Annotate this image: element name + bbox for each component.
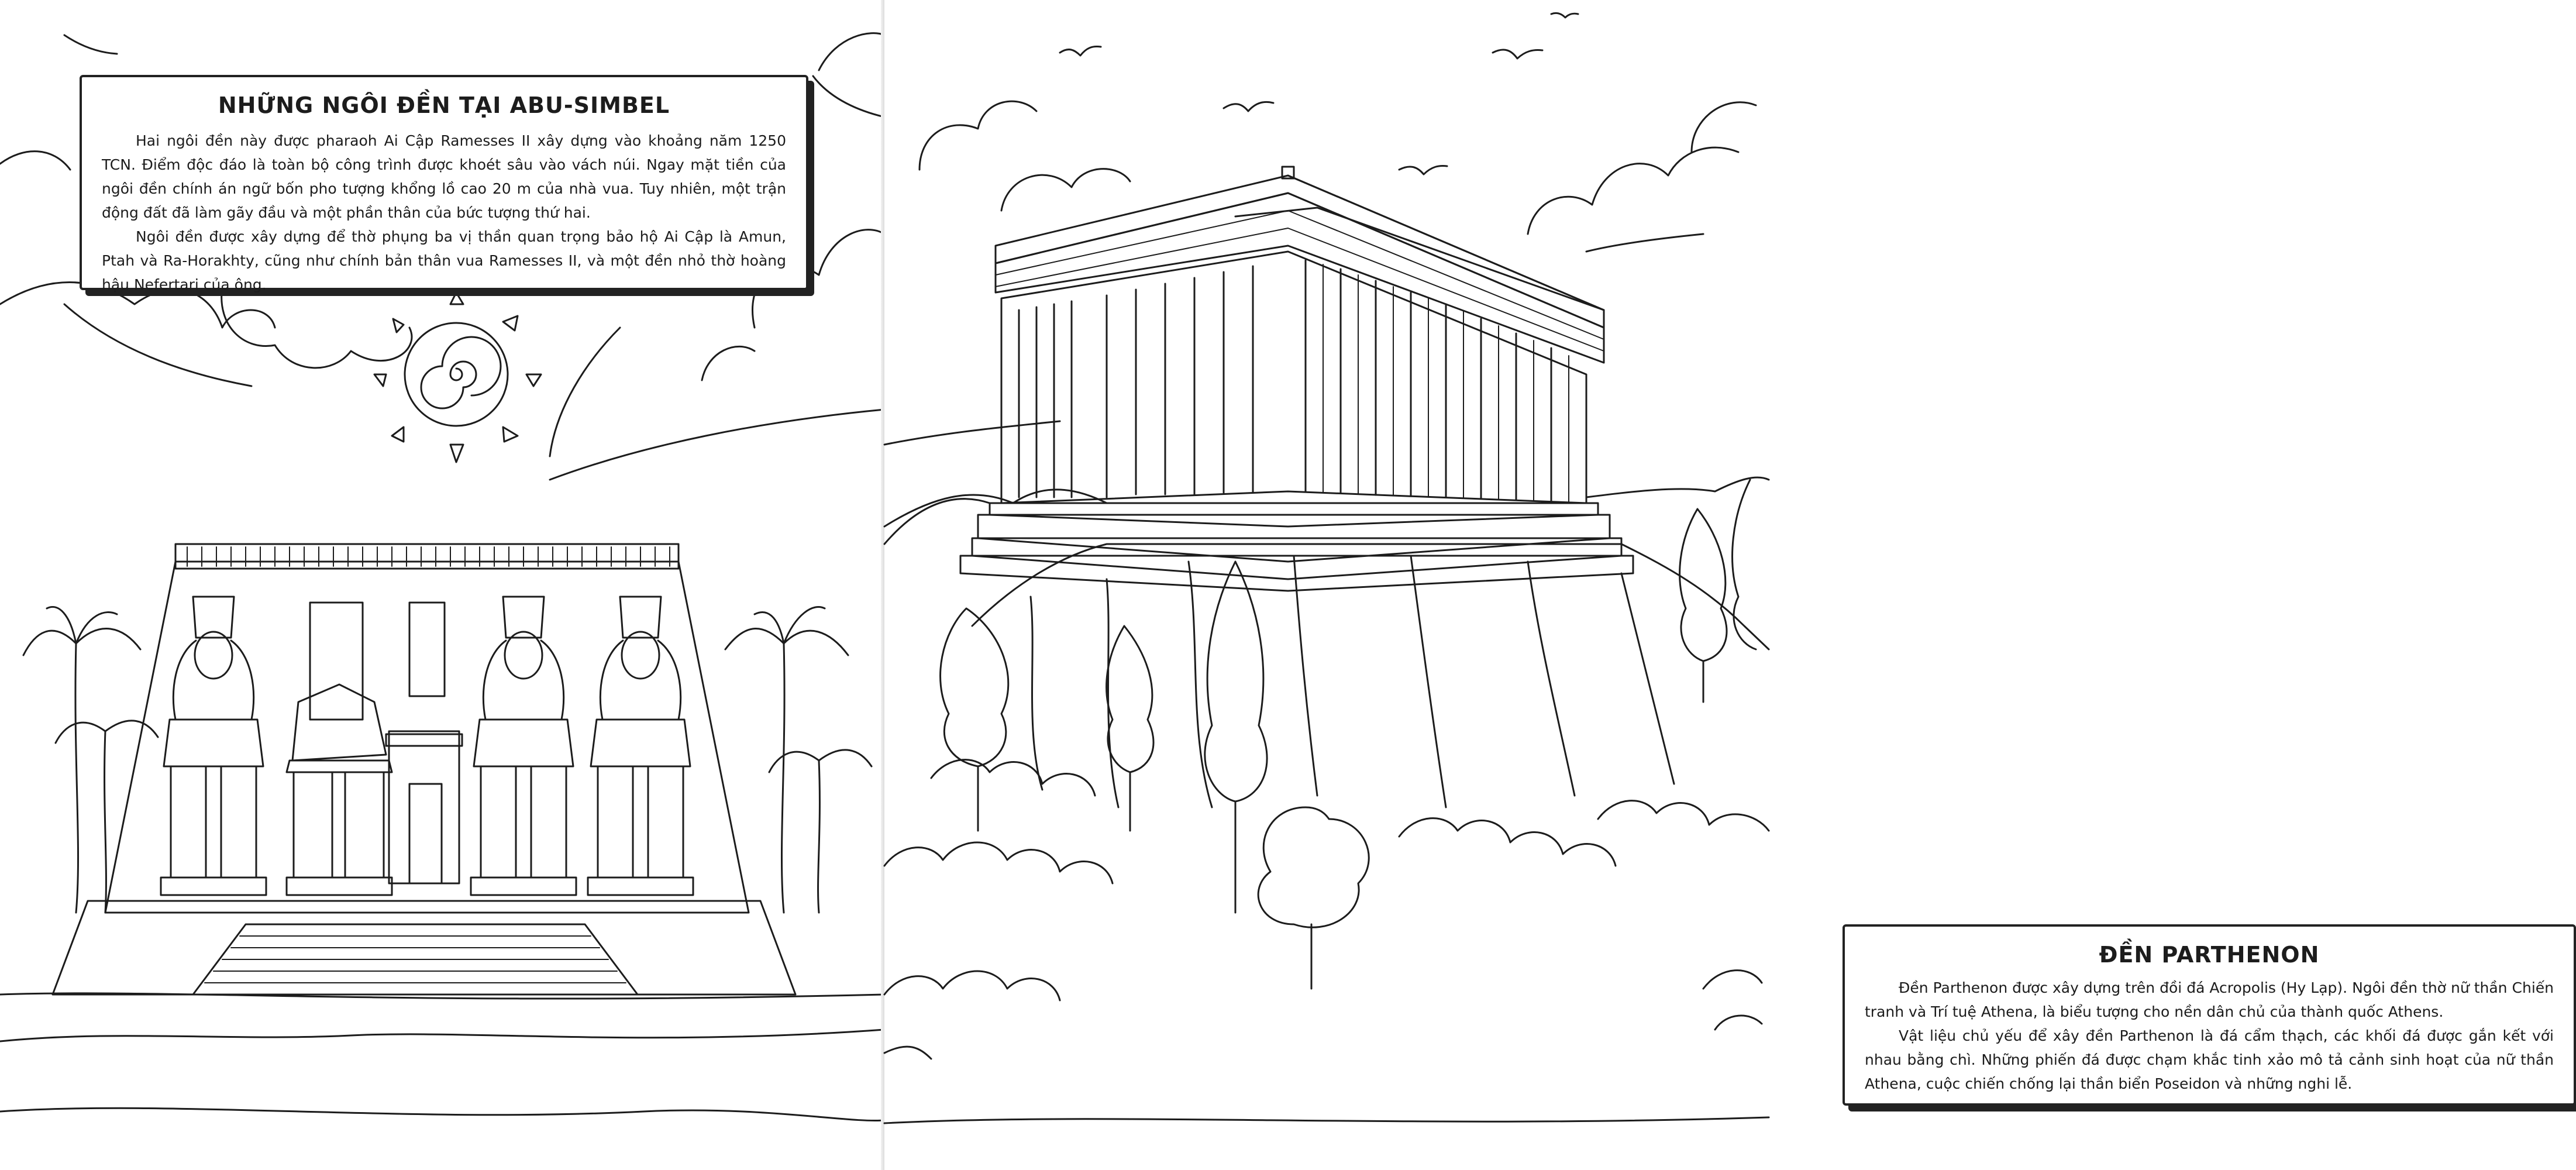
temple-facade bbox=[105, 544, 749, 913]
abu-simbel-paragraph-1: Hai ngôi đền này được pharaoh Ai Cập Ramesses II xây dựng vào khoảng năm 1250 TCN. Điểm độc đáo là toàn bộ công trình được khoét sâu vào vách núi. Ngay mặt tiền của ngôi đền chính án ngữ bốn pho tượng khổng lồ cao 20 m của nhà vua. Tuy nhiên, một trận động đất đã làm gãy đầu và một phần thân của bức tượng thứ hai. bbox=[102, 132, 786, 221]
statue-2-broken bbox=[287, 684, 392, 895]
parthenon-columns bbox=[1019, 260, 1569, 502]
statue-3 bbox=[471, 597, 576, 895]
birds-icon bbox=[1060, 13, 1578, 174]
abu-simbel-title: NHỮNG NGÔI ĐỀN TẠI ABU-SIMBEL bbox=[218, 92, 670, 118]
parthenon-temple bbox=[960, 167, 1633, 591]
statue-4 bbox=[588, 597, 693, 895]
abu-simbel-paragraph-2: Ngôi đền được xây dựng để thờ phụng ba vị thần quan trọng bảo hộ Ai Cập là Amun, Ptah và Ra-Horakhty, cũng như chính bản thân vua Ramesses II, và một đền nhỏ thờ hoàng hậu Nefertari của ông. bbox=[102, 228, 786, 293]
parthenon-info-box bbox=[1843, 924, 2576, 1106]
abu-simbel-info-box bbox=[80, 75, 808, 293]
sun-icon bbox=[374, 292, 541, 462]
palm-trees-right bbox=[725, 607, 872, 913]
parthenon-paragraph-2: Vật liệu chủ yếu để xây đền Parthenon là đá cẩm thạch, các khối đá được gắn kết với nhau bằng chì. Những phiến đá được chạm khắc tinh xảo mô tả cảnh sinh hoạt của nữ thần Athena, cuộc chiến chống lại thần biển Poseidon và những nghi lễ. bbox=[1865, 1027, 2554, 1092]
cloud-lines bbox=[884, 101, 1756, 544]
parthenon-title: ĐỀN PARTHENON bbox=[2099, 942, 2320, 968]
ground-line bbox=[884, 1117, 1769, 1123]
bushes bbox=[884, 760, 1769, 1059]
temple-stairs bbox=[53, 901, 795, 994]
left-page bbox=[0, 0, 884, 1170]
statue-1 bbox=[161, 597, 266, 895]
parthenon-illustration bbox=[884, 0, 1769, 1170]
parthenon-paragraph-1: Đền Parthenon được xây dựng trên đồi đá Acropolis (Hy Lạp). Ngôi đền thờ nữ thần Chiến tranh và Trí tuệ Athena, là biểu tượng cho nền dân chủ của thành quốc Athens. bbox=[1865, 979, 2554, 1020]
right-page bbox=[884, 0, 2554, 1170]
acropolis-cliff bbox=[972, 544, 1769, 807]
palm-trees-left bbox=[23, 607, 158, 913]
sand-dunes bbox=[0, 993, 884, 1121]
